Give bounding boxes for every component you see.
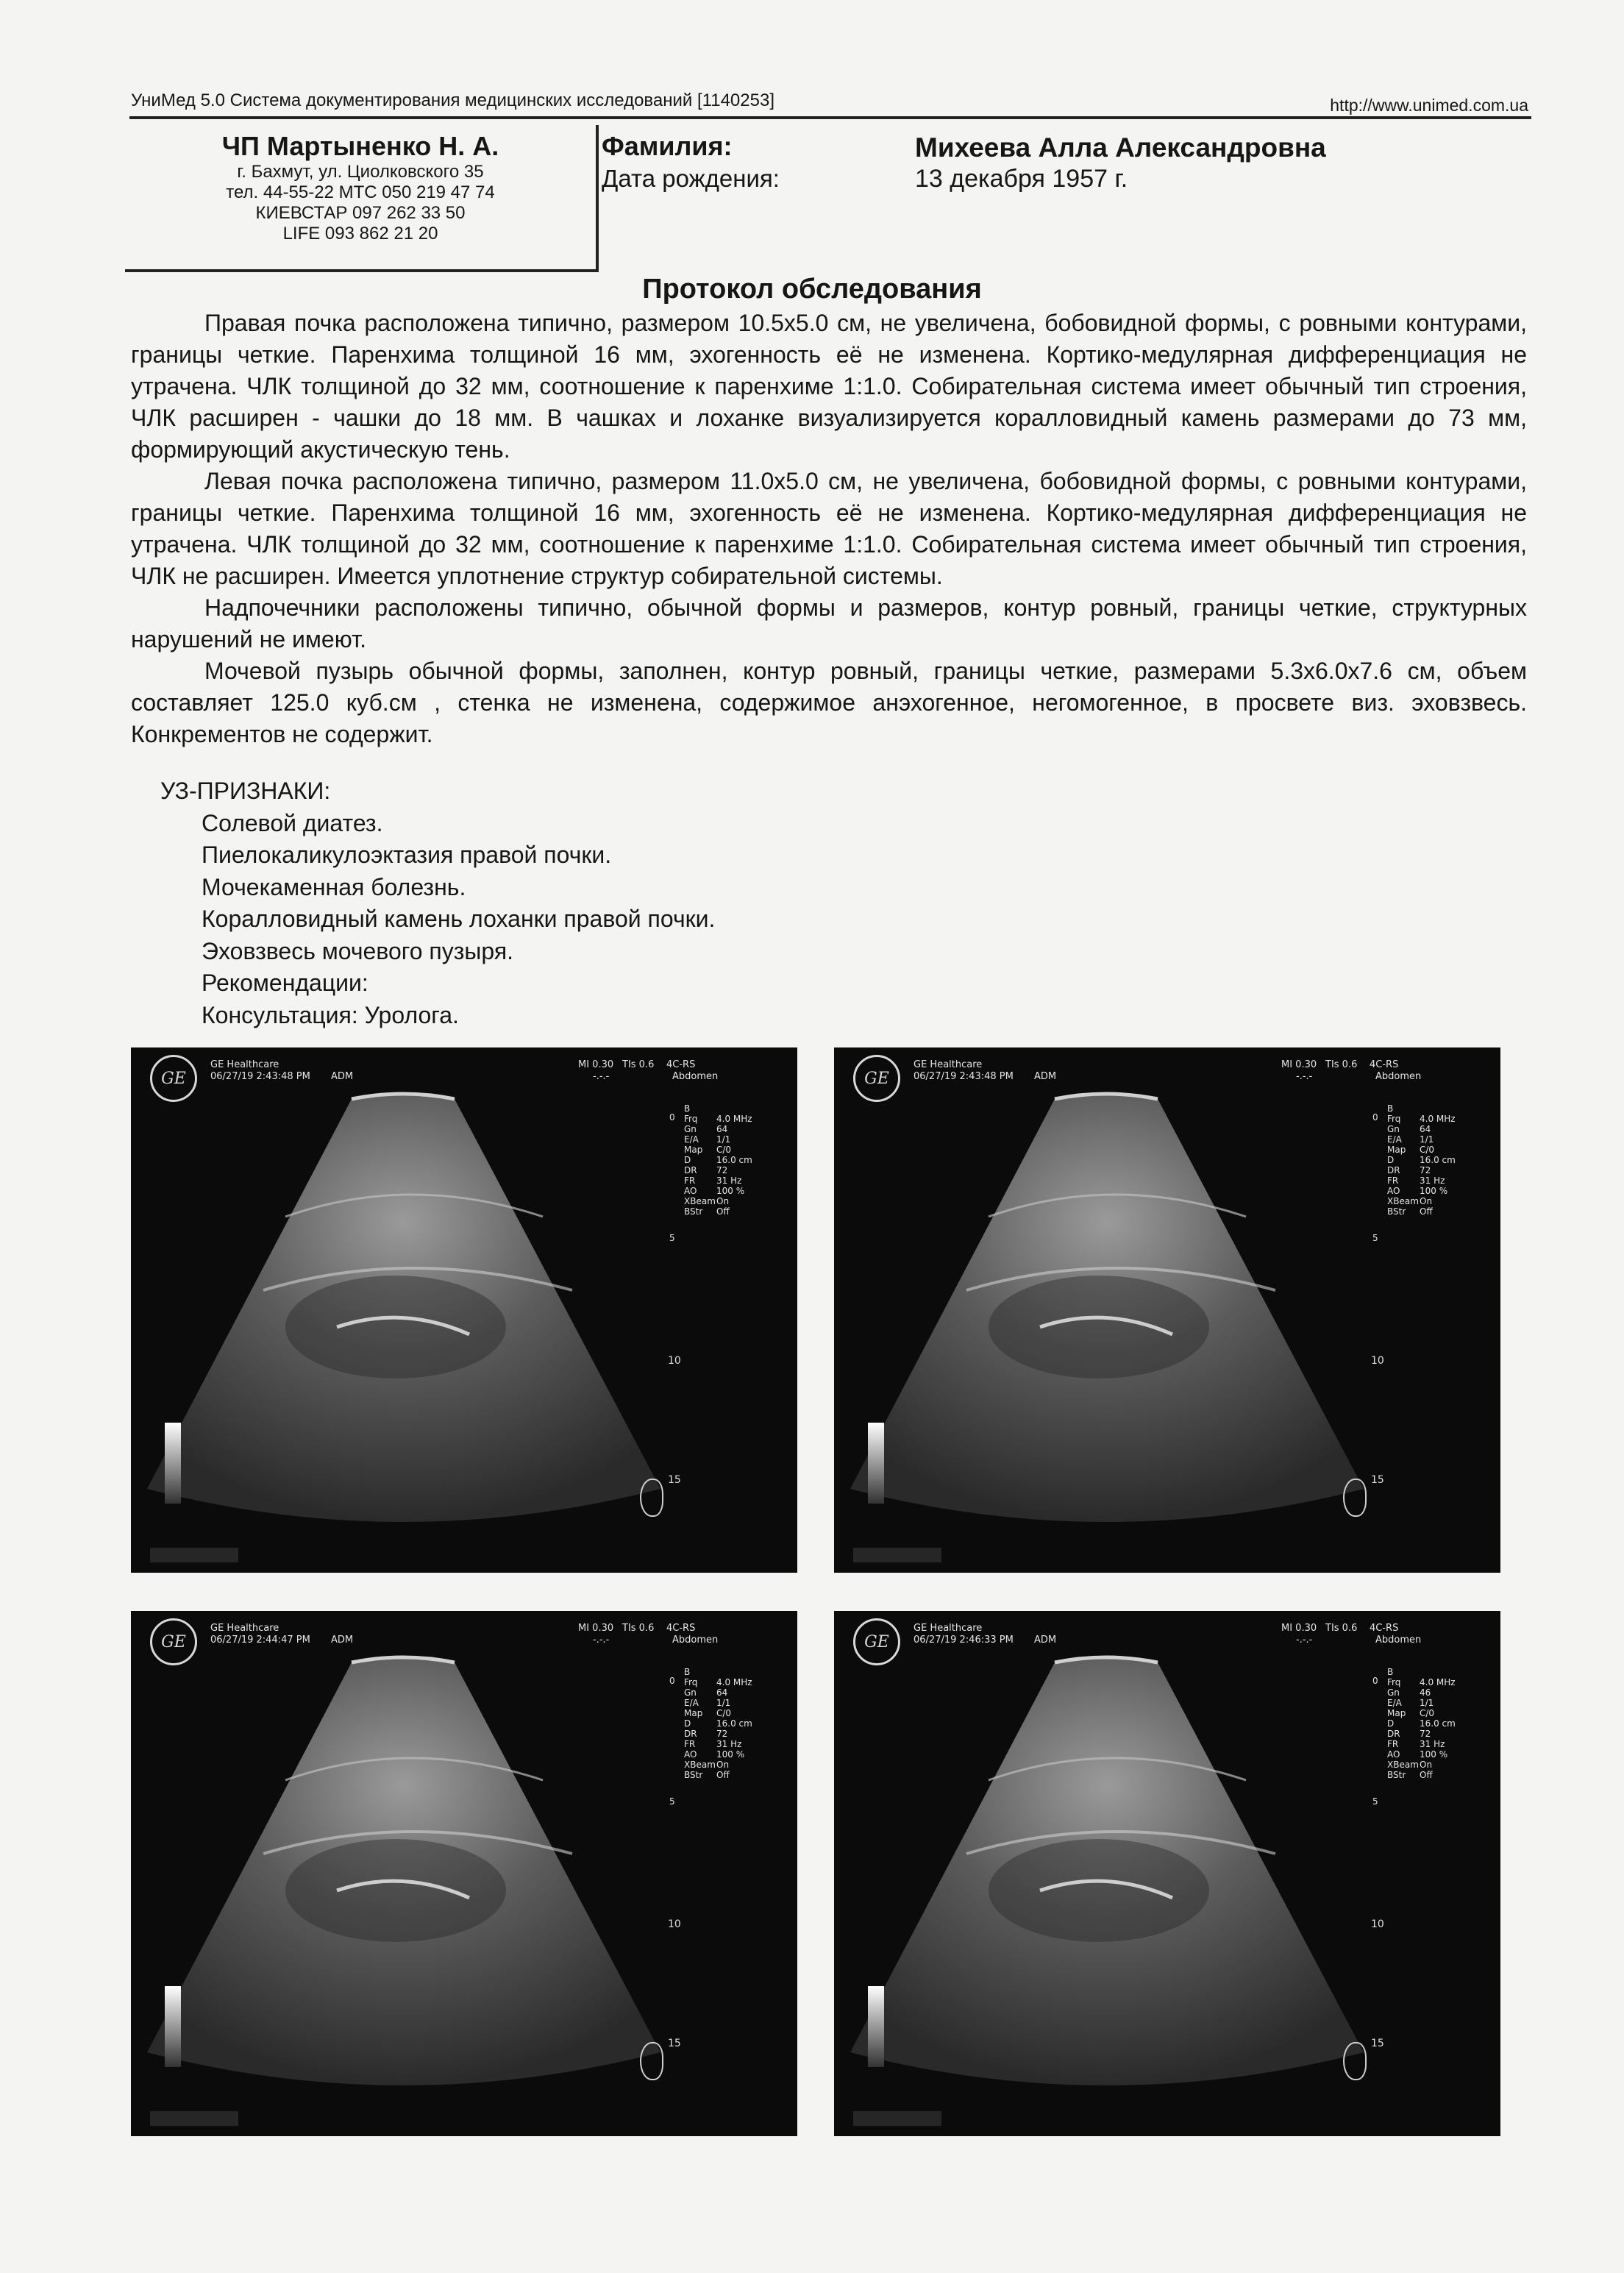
clinic-name: ЧП Мартыненко Н. А. bbox=[221, 131, 499, 161]
param-label: BStr bbox=[1387, 1206, 1406, 1217]
ultrasound-image bbox=[834, 1047, 1500, 1573]
param-value: 16.0 cm bbox=[716, 1718, 752, 1729]
scan-preset: Abdomen bbox=[1375, 1635, 1422, 1646]
paragraph-left-kidney: Левая почка расположена типично, размером 11.0x5.0 см, не увеличена, бобовидной формы, с ровными контурами, границы четкие. Паренхима толщиной 16 мм, эхогенность её не изменена. Кортико-медулярная дифференциация не утрачена. ЧЛК толщиной до 32 мм, соотношение к паренхиме 1:1.0. Собирательная система имеет обычный тип строения, ЧЛК не расширен. Имеется уплотнение структур собирательной системы. bbox=[131, 468, 1527, 589]
ge-logo-icon: GE bbox=[150, 1618, 197, 1665]
recommendations-label: Рекомендации: bbox=[202, 970, 368, 996]
dob-label: Дата рождения: bbox=[602, 165, 780, 192]
ultrasound-image bbox=[834, 1611, 1500, 2136]
ge-logo-icon: GE bbox=[853, 1055, 900, 1102]
param-value: On bbox=[1420, 1760, 1433, 1770]
param-value: 72 bbox=[716, 1165, 728, 1175]
param-label: Gn bbox=[684, 1687, 697, 1698]
ge-logo-icon: GE bbox=[853, 1618, 900, 1665]
param-value: 72 bbox=[1420, 1165, 1431, 1175]
param-label: Gn bbox=[1387, 1124, 1400, 1134]
depth-mark-5: 5 bbox=[669, 1796, 675, 1807]
scan-mi: MI 0.30 bbox=[1281, 1059, 1317, 1070]
depth-mark-0: 0 bbox=[1372, 1676, 1378, 1686]
scan-operator: ADM bbox=[1034, 1071, 1057, 1082]
param-label: XBeam bbox=[684, 1760, 716, 1770]
grayscale-bar bbox=[868, 1986, 884, 2067]
param-label: Gn bbox=[684, 1124, 697, 1134]
param-label: E/A bbox=[1387, 1134, 1402, 1145]
scan-parameters bbox=[1387, 1667, 1456, 1780]
param-value: 4.0 MHz bbox=[716, 1114, 752, 1124]
param-value: 1/1 bbox=[1420, 1134, 1434, 1145]
param-label: Map bbox=[684, 1708, 703, 1718]
finding-item: Эховзвесь мочевого пузыря. bbox=[202, 937, 514, 964]
kidney-bodymark-icon bbox=[640, 1479, 663, 1517]
param-value: Off bbox=[1420, 1206, 1433, 1217]
param-value: On bbox=[716, 1196, 730, 1206]
param-label: BStr bbox=[1387, 1770, 1406, 1780]
param-value: 31 Hz bbox=[1420, 1175, 1445, 1186]
clinic-address: г. Бахмут, ул. Циолковского 35 bbox=[237, 162, 484, 182]
depth-mark-5: 5 bbox=[1372, 1796, 1378, 1807]
param-value: 4.0 MHz bbox=[1420, 1677, 1456, 1687]
param-label: Frq bbox=[1387, 1114, 1401, 1124]
kidney-bodymark-icon bbox=[640, 2042, 663, 2080]
ultrasound-image bbox=[131, 1611, 797, 2136]
param-value: C/0 bbox=[1420, 1708, 1435, 1718]
param-value: 31 Hz bbox=[1420, 1739, 1445, 1749]
scan-probe: 4C-RS bbox=[1370, 1623, 1399, 1634]
param-label: Map bbox=[1387, 1145, 1406, 1155]
depth-mark-0: 0 bbox=[669, 1112, 675, 1123]
grayscale-bar bbox=[165, 1986, 181, 2067]
param-value: 100 % bbox=[1420, 1749, 1448, 1760]
paragraph-adrenals: Надпочечники расположены типично, обычной формы и размеров, контур ровный, границы четкие, структурных нарушений не имеют. bbox=[131, 594, 1527, 652]
param-value: C/0 bbox=[716, 1708, 732, 1718]
grayscale-bar bbox=[165, 1423, 181, 1504]
depth-mark-15: 15 bbox=[668, 2038, 681, 2049]
param-label: XBeam bbox=[1387, 1196, 1419, 1206]
scan-probe: 4C-RS bbox=[666, 1059, 696, 1070]
param-value: 16.0 cm bbox=[716, 1155, 752, 1165]
param-label: BStr bbox=[684, 1206, 703, 1217]
app-url: http://www.unimed.com.ua bbox=[1330, 96, 1528, 115]
scan-dashes: -.-.- bbox=[1296, 1071, 1313, 1082]
depth-mark-15: 15 bbox=[1371, 1474, 1384, 1486]
scan-datetime: 06/27/19 2:44:47 PM bbox=[210, 1635, 310, 1646]
param-label: FR bbox=[684, 1175, 696, 1186]
finding-item: Мочекаменная болезнь. bbox=[202, 873, 466, 900]
param-label: XBeam bbox=[684, 1196, 716, 1206]
param-value: 100 % bbox=[716, 1186, 745, 1196]
param-mode: B bbox=[1387, 1667, 1394, 1677]
depth-mark-10: 10 bbox=[668, 1355, 681, 1367]
param-label: E/A bbox=[684, 1698, 699, 1708]
finding-item: Коралловидный камень лоханки правой почки. bbox=[202, 906, 716, 932]
param-value: C/0 bbox=[716, 1145, 732, 1155]
depth-mark-10: 10 bbox=[1371, 1918, 1384, 1930]
param-mode: B bbox=[684, 1667, 691, 1677]
param-value: 64 bbox=[716, 1687, 728, 1698]
protocol-title: Протокол обследования bbox=[642, 274, 982, 305]
param-label: DR bbox=[1387, 1729, 1400, 1739]
param-value: 4.0 MHz bbox=[1420, 1114, 1456, 1124]
param-label: E/A bbox=[1387, 1698, 1402, 1708]
param-label: Frq bbox=[684, 1677, 698, 1687]
param-label: D bbox=[684, 1718, 691, 1729]
depth-mark-5: 5 bbox=[669, 1233, 675, 1243]
consultation: Консультация: Уролога. bbox=[202, 1001, 459, 1028]
depth-mark-10: 10 bbox=[1371, 1355, 1384, 1367]
frame-bar bbox=[853, 1548, 941, 1562]
scan-dashes: -.-.- bbox=[593, 1635, 610, 1646]
scan-probe: 4C-RS bbox=[1370, 1059, 1399, 1070]
param-value: 4.0 MHz bbox=[716, 1677, 752, 1687]
clinic-info-box bbox=[125, 125, 599, 272]
param-label: D bbox=[1387, 1718, 1395, 1729]
scan-tis: TIs 0.6 bbox=[622, 1059, 655, 1070]
frame-bar bbox=[150, 1548, 238, 1562]
param-value: 72 bbox=[716, 1729, 728, 1739]
param-label: D bbox=[684, 1155, 691, 1165]
kidney-bodymark-icon bbox=[1343, 1479, 1367, 1517]
scan-operator: ADM bbox=[331, 1071, 354, 1082]
frame-bar bbox=[150, 2111, 238, 2126]
scan-dashes: -.-.- bbox=[1296, 1635, 1313, 1646]
param-value: 31 Hz bbox=[716, 1739, 742, 1749]
scanner-brand: GE Healthcare bbox=[210, 1059, 279, 1070]
depth-mark-5: 5 bbox=[1372, 1233, 1378, 1243]
scan-operator: ADM bbox=[331, 1635, 354, 1646]
param-label: D bbox=[1387, 1155, 1395, 1165]
scan-preset: Abdomen bbox=[1375, 1071, 1422, 1082]
ultrasound-image bbox=[131, 1047, 797, 1573]
param-label: Map bbox=[1387, 1708, 1406, 1718]
scan-parameters bbox=[684, 1103, 752, 1217]
protocol-body bbox=[131, 307, 1527, 750]
param-value: 16.0 cm bbox=[1420, 1718, 1456, 1729]
clinic-phone: LIFE 093 862 21 20 bbox=[282, 224, 438, 243]
param-value: 72 bbox=[1420, 1729, 1431, 1739]
param-value: Off bbox=[716, 1206, 730, 1217]
scanner-brand: GE Healthcare bbox=[210, 1623, 279, 1634]
param-label: AO bbox=[1387, 1186, 1400, 1196]
param-value: 16.0 cm bbox=[1420, 1155, 1456, 1165]
param-value: 100 % bbox=[716, 1749, 745, 1760]
param-label: Frq bbox=[684, 1114, 698, 1124]
param-value: C/0 bbox=[1420, 1145, 1435, 1155]
param-label: DR bbox=[684, 1165, 697, 1175]
param-value: On bbox=[716, 1760, 730, 1770]
param-value: On bbox=[1420, 1196, 1433, 1206]
finding-item: Солевой диатез. bbox=[202, 809, 383, 836]
param-label: Gn bbox=[1387, 1687, 1400, 1698]
patient-name: Михеева Алла Александровна bbox=[915, 132, 1326, 163]
param-label: FR bbox=[1387, 1739, 1399, 1749]
scan-parameters bbox=[684, 1667, 752, 1780]
scan-operator: ADM bbox=[1034, 1635, 1057, 1646]
param-label: AO bbox=[1387, 1749, 1400, 1760]
scan-mi: MI 0.30 bbox=[1281, 1623, 1317, 1634]
param-label: AO bbox=[684, 1749, 697, 1760]
grayscale-bar bbox=[868, 1423, 884, 1504]
scan-tis: TIs 0.6 bbox=[1325, 1623, 1358, 1634]
depth-mark-15: 15 bbox=[1371, 2038, 1384, 2049]
scan-preset: Abdomen bbox=[672, 1071, 719, 1082]
scan-preset: Abdomen bbox=[672, 1635, 719, 1646]
param-value: 100 % bbox=[1420, 1186, 1448, 1196]
surname-label: Фамилия: bbox=[602, 131, 733, 161]
scan-dashes: -.-.- bbox=[593, 1071, 610, 1082]
ge-logo-icon: GE bbox=[150, 1055, 197, 1102]
scan-datetime: 06/27/19 2:46:33 PM bbox=[914, 1635, 1014, 1646]
param-value: 46 bbox=[1420, 1687, 1431, 1698]
param-label: E/A bbox=[684, 1134, 699, 1145]
param-value: 64 bbox=[1420, 1124, 1431, 1134]
scan-datetime: 06/27/19 2:43:48 PM bbox=[914, 1071, 1014, 1082]
app-header bbox=[129, 87, 1531, 119]
findings-section bbox=[160, 775, 715, 1031]
param-label: XBeam bbox=[1387, 1760, 1419, 1770]
param-value: 1/1 bbox=[716, 1134, 731, 1145]
depth-mark-10: 10 bbox=[668, 1918, 681, 1930]
param-label: DR bbox=[684, 1729, 697, 1739]
param-label: BStr bbox=[684, 1770, 703, 1780]
frame-bar bbox=[853, 2111, 941, 2126]
clinic-phone: КИЕВСТАР 097 262 33 50 bbox=[255, 203, 466, 223]
param-label: AO bbox=[684, 1186, 697, 1196]
depth-mark-0: 0 bbox=[669, 1676, 675, 1686]
scan-tis: TIs 0.6 bbox=[1325, 1059, 1358, 1070]
param-mode: B bbox=[1387, 1103, 1394, 1114]
app-title: УниМед 5.0 Система документирования медицинских исследований [1140253] bbox=[131, 90, 774, 110]
param-value: 64 bbox=[716, 1124, 728, 1134]
patient-dob: 13 декабря 1957 г. bbox=[915, 165, 1128, 193]
paragraph-right-kidney: Правая почка расположена типично, размером 10.5x5.0 см, не увеличена, бобовидной формы, с ровными контурами, границы четкие. Паренхима толщиной 16 мм, эхогенность её не изменена. Кортико-медулярная дифференциация не утрачена. ЧЛК толщиной до 32 мм, соотношение к паренхиме 1:1.0. Собирательная система имеет обычный тип строения, ЧЛК расширен - чашки до 18 мм. В чашках и лоханке визуализируется коралловидный камень размерами до 73 мм, формирующий акустическую тень. bbox=[131, 310, 1527, 463]
scan-datetime: 06/27/19 2:43:48 PM bbox=[210, 1071, 310, 1082]
param-value: 31 Hz bbox=[716, 1175, 742, 1186]
kidney-bodymark-icon bbox=[1343, 2042, 1367, 2080]
scanner-brand: GE Healthcare bbox=[914, 1059, 983, 1070]
param-mode: B bbox=[684, 1103, 691, 1114]
param-label: FR bbox=[684, 1739, 696, 1749]
param-label: Frq bbox=[1387, 1677, 1401, 1687]
scan-mi: MI 0.30 bbox=[578, 1623, 614, 1634]
param-value: Off bbox=[716, 1770, 730, 1780]
param-label: FR bbox=[1387, 1175, 1399, 1186]
param-label: DR bbox=[1387, 1165, 1400, 1175]
scanner-brand: GE Healthcare bbox=[914, 1623, 983, 1634]
clinic-phone: тел. 44-55-22 МТС 050 219 47 74 bbox=[226, 182, 495, 202]
param-value: Off bbox=[1420, 1770, 1433, 1780]
scan-probe: 4C-RS bbox=[666, 1623, 696, 1634]
findings-heading: УЗ-ПРИЗНАКИ: bbox=[160, 778, 331, 804]
scan-parameters bbox=[1387, 1103, 1456, 1217]
param-value: 1/1 bbox=[1420, 1698, 1434, 1708]
finding-item: Пиелокаликулоэктазия правой почки. bbox=[202, 842, 612, 868]
scan-tis: TIs 0.6 bbox=[622, 1623, 655, 1634]
paragraph-bladder: Мочевой пузырь обычной формы, заполнен, контур ровный, границы четкие, размерами 5.3x6.0x7.6 см, объем составляет 125.0 куб.см , стенка не изменена, содержимое анэхогенное, негомогенное, в просвете виз. эховзвесь. Конкрементов не содержит. bbox=[131, 658, 1527, 747]
param-value: 1/1 bbox=[716, 1698, 731, 1708]
depth-mark-0: 0 bbox=[1372, 1112, 1378, 1123]
param-label: Map bbox=[684, 1145, 703, 1155]
scan-mi: MI 0.30 bbox=[578, 1059, 614, 1070]
depth-mark-15: 15 bbox=[668, 1474, 681, 1486]
